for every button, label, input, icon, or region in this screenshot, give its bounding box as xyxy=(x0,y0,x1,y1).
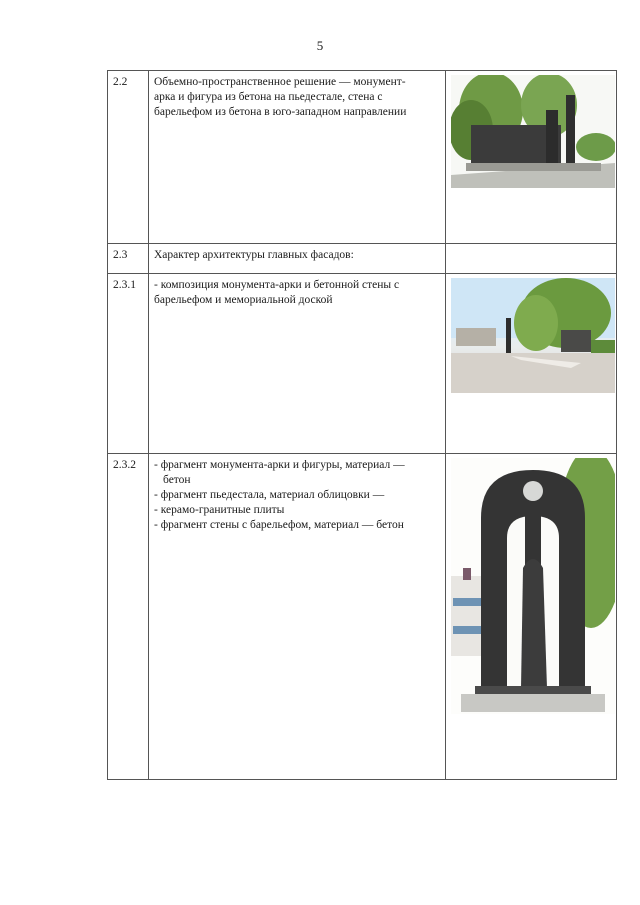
row-number: 2.3.1 xyxy=(108,274,149,454)
monument-photo xyxy=(451,75,615,188)
text-line: арка и фигура из бетона на пьедестале, стена с xyxy=(154,91,383,103)
text-line: - фрагмент стены с барельефом, материал — бетон xyxy=(154,519,404,531)
row-text xyxy=(149,454,446,780)
row-number: 2.3 xyxy=(108,244,149,274)
text-line: барельефом и мемориальной доской xyxy=(154,294,333,306)
text-line: бетон xyxy=(163,474,191,486)
table-row xyxy=(108,274,617,454)
monument-square-photo xyxy=(451,278,615,393)
text-line: Характер архитектуры главных фасадов: xyxy=(154,249,354,261)
arch-figure-photo xyxy=(451,458,615,714)
photo-cell xyxy=(446,454,617,780)
text-line: - фрагмент монумента-арки и фигуры, материал — xyxy=(154,459,405,471)
monument-wall-picture xyxy=(451,75,615,188)
photo-cell xyxy=(446,71,617,244)
row-number: 2.3.2 xyxy=(108,454,149,780)
table-row xyxy=(108,71,617,244)
text-line: барельефом из бетона в юго-западном направлении xyxy=(154,106,407,118)
text-line: - композиция монумента-арки и бетонной стены с xyxy=(154,279,400,291)
table-row xyxy=(108,454,617,780)
memorial-square-picture xyxy=(451,278,615,393)
photo-cell xyxy=(446,274,617,454)
empty-cell xyxy=(446,244,617,274)
text-line: - керамо-гранитные плиты xyxy=(154,504,285,516)
table-row xyxy=(108,244,617,274)
text-line: - фрагмент пьедестала, материал облицовки — xyxy=(154,489,385,501)
page-number: 5 xyxy=(316,38,324,53)
text-line: Объемно-пространственное решение — монумент- xyxy=(154,76,406,88)
row-text xyxy=(149,244,446,274)
row-text xyxy=(149,71,446,244)
arch-with-figure-picture xyxy=(451,458,615,714)
row-text xyxy=(149,274,446,454)
document-table xyxy=(107,70,617,780)
row-number: 2.2 xyxy=(108,71,149,244)
